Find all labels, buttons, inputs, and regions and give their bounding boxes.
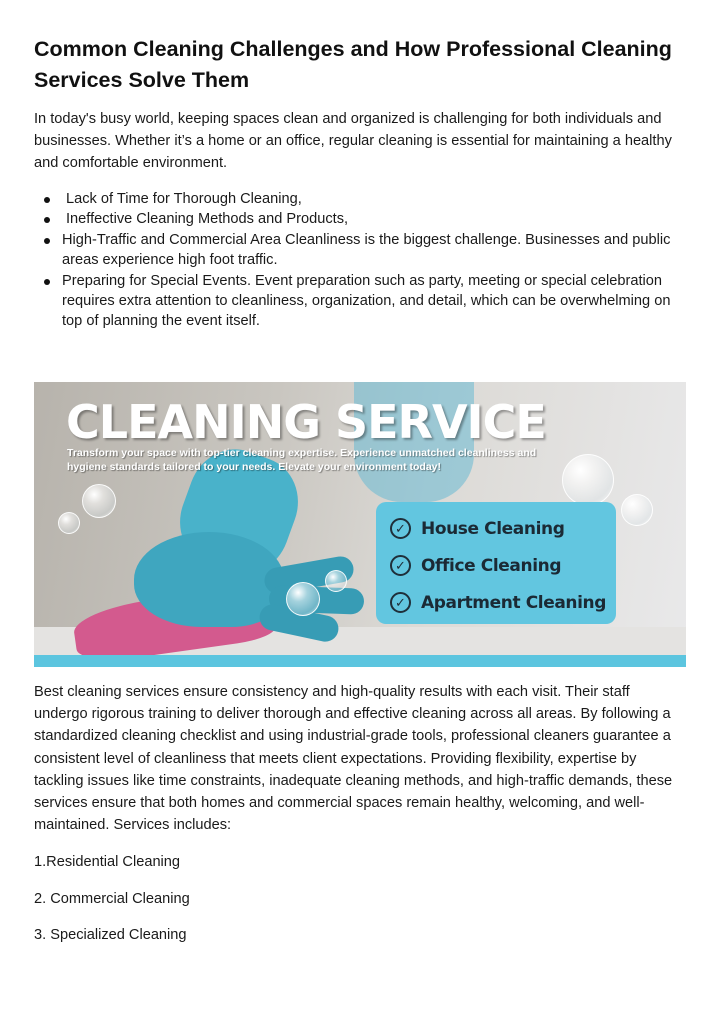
bubble-icon [562,454,614,506]
bubble-icon [325,570,347,592]
page-title: Common Cleaning Challenges and How Professional Cleaning Services Solve Them [34,37,672,92]
check-circle-icon: ✓ [390,555,411,576]
service-label: Apartment Cleaning [421,592,607,613]
service-row [390,584,616,621]
check-circle-icon: ✓ [390,592,411,613]
service-row [390,510,616,547]
bubble-icon [286,582,320,616]
cleaning-service-banner [34,382,686,667]
banner-subheadline: Transform your space with top-tier cleaning expertise. Experience unmatched cleanliness and hygiene standards tailored to your needs. Elevate your environment today! [67,447,537,473]
banner-accent-stripe [34,655,686,667]
service-row [390,547,616,584]
body-paragraph: Best cleaning services ensure consistency and high-quality results with each visit. Their staff undergo rigorous training to deliver thorough and effective cleaning across all areas. By following a standardized cleaning checklist and using industrial-grade tools, professional cleaners guarantee a consistent level of cleanliness that meets client expectations. Providing flexibility, expertise by tackling issues like time constraints, inadequate cleaning methods, and high-traffic demands, these services ensure that both homes and commercial spaces remain healthy, welcoming, and well-maintained. Services includes: [34,684,673,834]
services-panel [376,502,616,624]
intro-paragraph: In today's busy world, keeping spaces clean and organized is challenging for both individuals and businesses. Whether it’s a home or an office, regular cleaning is essential for maintaining a healthy and comfortable environment. [34,111,672,171]
check-circle-icon: ✓ [390,518,411,539]
list-item: Lack of Time for Thorough Cleaning, [34,189,686,209]
bubble-icon [58,512,80,534]
service-label: House Cleaning [421,518,565,539]
list-item: Ineffective Cleaning Methods and Products, [34,209,686,229]
bubble-icon [621,494,653,526]
service-label: Office Cleaning [421,555,562,576]
bubble-icon [82,484,116,518]
service-list-item: 2. Commercial Cleaning [34,891,190,907]
list-item: Preparing for Special Events. Event preparation such as party, meeting or special celebration requires extra attention to cleanliness, organization, and detail, which can be overwhelming on top of planning the event itself. [34,271,686,332]
service-list-item: 1.Residential Cleaning [34,854,181,870]
service-list-item: 3. Specialized Cleaning [34,927,187,943]
list-item: High-Traffic and Commercial Area Cleanliness is the biggest challenge. Businesses and public areas experience high foot traffic. [34,230,686,271]
challenges-list [34,189,686,332]
banner-headline: CLEANING SERVICE [66,395,546,449]
